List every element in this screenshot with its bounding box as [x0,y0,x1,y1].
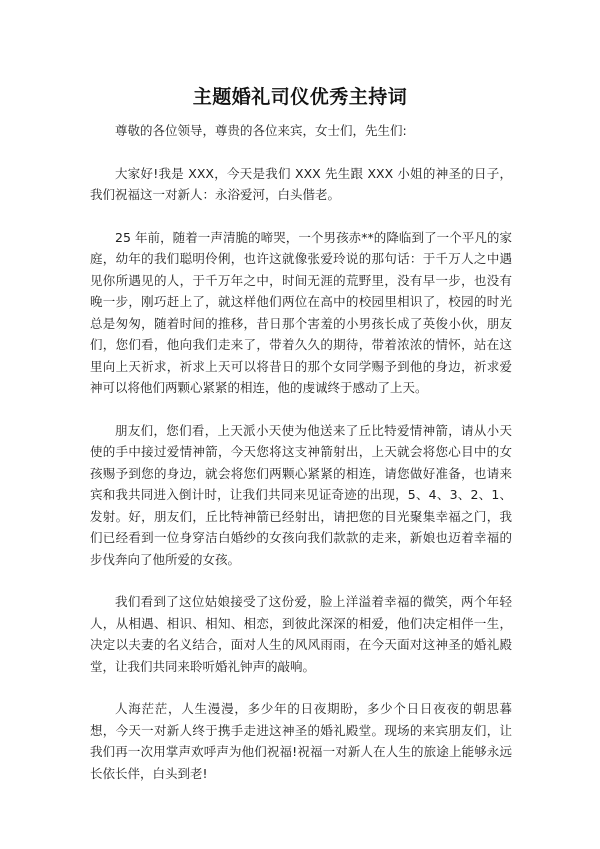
document-title: 主题婚礼司仪优秀主持词 [192,86,408,108]
love-union-paragraph: 我们看到了这位姑娘接受了这份爱，脸上洋溢着幸福的微笑，两个年轻人，从相遇、相识、相知、相恋，到彼此深深的相爱，他们决定相伴一生，决定以夫妻的名义结合，面对人生的风风雨雨，在今天面对这神圣的婚礼殿堂，让我们共同来聆听婚礼钟声的敲响。 [90,594,512,674]
closing-blessing-paragraph: 人海茫茫，人生漫漫，多少年的日夜期盼，多少个日日夜夜的朝思暮想，今天一对新人终于携手走进这神圣的婚礼殿堂。现场的来宾朋友们，让我们再一次用掌声欢呼声为他们祝福!祝福一对新人在人生的旅途上能够永远长依长伴，白头到老! [90,701,512,781]
greeting-paragraph: 大家好!我是 XXX，今天是我们 XXX 先生跟 XXX 小姐的神圣的日子，我们祝福这一对新人：永浴爱河，白头偕老。 [90,165,512,202]
cupid-arrow-paragraph: 朋友们，您们看，上天派小天使为他送来了丘比特爱情神箭，请从小天使的手中接过爱情神箭，今天您将这支神箭射出，上天就会将您心目中的女孩赐予到您的身边，就会将您们两颗心紧紧的相连，请您做好准备，也请来宾和我共同进入倒计时，让我们共同来见证奇迹的出现，5、4、3、2、1、发射。好，朋友们，丘比特神箭已经射出，请把您的目光聚集幸福之门，我们已经看到一位身穿洁白婚纱的女孩向我们款款的走来，新娘也迈着幸福的步伐奔向了他所爱的女孩。 [90,422,512,567]
document-body [90,120,512,784]
salutation-paragraph: 尊敬的各位领导，尊贵的各位来宾，女士们，先生们: [115,123,407,138]
story-paragraph: 25 年前，随着一声清脆的啼哭，一个男孩赤**的降临到了一个平凡的家庭，幼年的我们聪明伶俐，也许这就像张爱玲说的那句话：于千万人之中遇见你所遇见的人，于千万年之中，时间无涯的荒野里，没有早一步，也没有晚一步，刚巧赶上了，就这样他们两位在高中的校园里相识了，校园的时光总是匆匆，随着时间的推移，昔日那个害羞的小男孩长成了英俊小伙，朋友们，您们看，他向我们走来了，带着久久的期待，带着浓浓的情怀，站在这里向上天祈求，祈求上天可以将昔日的那个女同学赐予到他的身边，祈求爱神可以将他们两颗心紧紧的相连，他的虔诚终于感动了上天。 [90,229,512,395]
